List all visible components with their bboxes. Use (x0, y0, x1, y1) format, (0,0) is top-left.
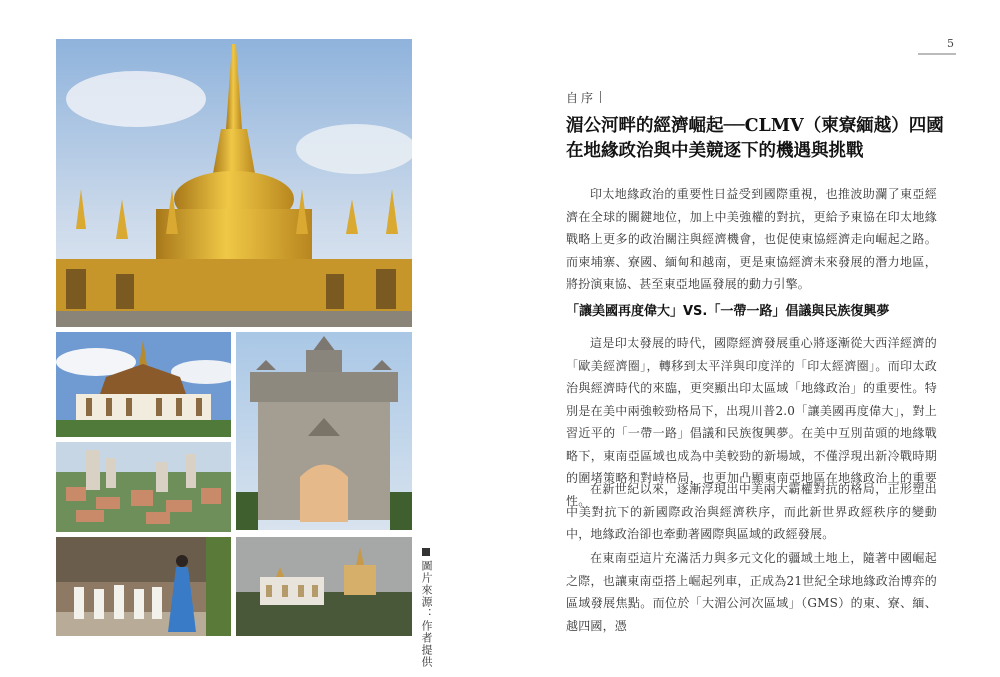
photo-credit-text: 圖片來源：作者提供 (420, 560, 433, 668)
chapter-title: 湄公河畔的經濟崛起──CLMV（柬寮緬越）四國在地緣政治與中美競逐下的機遇與挑戰 (566, 116, 944, 161)
paragraph-4: 在東南亞這片充滿活力與多元文化的疆域土地上，隨著中國崛起之際，也讓東南亞搭上崛起列車，正成為21世紀全球地緣政治博弈的區域發展焦點。而位於「大湄公河次區域」（GMS）的東、寮、緬、越四國，憑 (566, 551, 937, 633)
paragraph-1: 印太地緣政治的重要性日益受到國際重視，也推波助瀾了東亞經濟在全球的關鍵地位，加上中美強權的對抗，更給予東協在印太地緣戰略上更多的政治關注與經濟機會，也促使東協經濟走向崛起之路。而柬埔寨、寮國、緬甸和越南，更是東協經濟未來發展的潛力地區，將扮演東協、甚至東亞地區發展的動力引擎。 (566, 187, 937, 291)
section-subheading: 「讓美國再度偉大」VS.「一帶一路」倡議與民族復興夢 (566, 304, 890, 319)
paragraph-2: 這是印太發展的時代，國際經濟發展重心將逐漸從大西洋經濟的「歐美經濟圈」，轉移到太平洋與印度洋的「印太經濟圈」。而印太政治與經濟時代的來臨，更突顯出印太區域「地緣政治」的重要性。特別是在美中兩強較勁格局下，出現川普2.0「讓美國再度偉大」，對上習近平的「一帶一路」倡議和民族復興夢。在美中互別苗頭的地緣戰略下，東南亞區域也成為中美較勁的新場域，不僅浮現出新冷戰時期的圍堵策略和對峙格局，也更加凸顯東南亞地區在地緣政治上的重要性。 (566, 336, 937, 508)
section-label-divider (600, 91, 601, 103)
photo-temple-at-dusk (236, 537, 412, 636)
photo-city-skyline (56, 442, 231, 532)
page-number-rule (918, 53, 956, 55)
photo-golden-pagoda (56, 39, 412, 327)
photo-royal-palace (56, 332, 231, 437)
photo-victory-gate (236, 332, 412, 530)
paragraph-3: 在新世紀以來，逐漸浮現出中美兩大霸權對抗的格局，正形塑出中美對抗下的新國際政治與經濟秩序，而此新世界政經秩序的變動中，地緣政治卻也牽動著國際與區域的政經發展。 (566, 482, 937, 541)
section-label-text: 自序 (566, 91, 597, 105)
section-label (566, 89, 601, 106)
page-number: 5 (947, 37, 954, 50)
caption-marker (422, 548, 430, 556)
photo-credit (417, 548, 433, 668)
photo-children-procession (56, 537, 231, 636)
